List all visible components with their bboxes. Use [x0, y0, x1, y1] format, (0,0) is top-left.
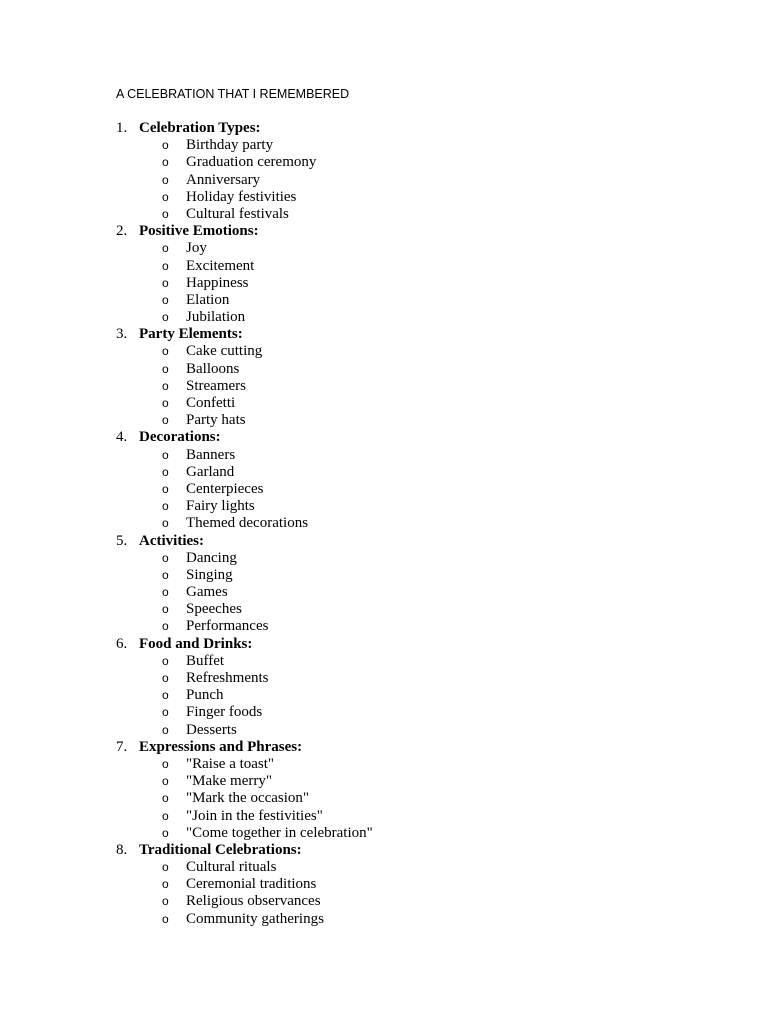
- hollow-bullet-icon: o: [162, 172, 169, 187]
- hollow-bullet-icon: o: [162, 361, 169, 376]
- list-item-text: Buffet: [186, 652, 225, 669]
- hollow-bullet-icon: o: [162, 585, 169, 600]
- hollow-bullet-icon: o: [162, 877, 169, 892]
- hollow-bullet-icon: o: [162, 671, 169, 685]
- hollow-bullet-icon: o: [162, 567, 169, 582]
- hollow-bullet-icon: o: [162, 275, 169, 290]
- hollow-bullet-icon: o: [162, 756, 169, 771]
- list-item-text: Refreshments: [186, 670, 269, 686]
- hollow-bullet-icon: o: [162, 825, 169, 840]
- hollow-bullet-icon: o: [162, 155, 169, 170]
- hollow-bullet-icon: o: [162, 722, 169, 737]
- list-item-text: Religious observances: [186, 893, 321, 910]
- list-item-text: Centerpieces: [186, 480, 264, 497]
- hollow-bullet-icon: o: [162, 602, 169, 617]
- hollow-bullet-icon: o: [162, 413, 169, 428]
- section-number: 7.: [116, 738, 128, 755]
- hollow-bullet-icon: o: [162, 292, 169, 307]
- list-item-text: Confetti: [186, 395, 236, 411]
- list-item-text: Punch: [186, 687, 224, 704]
- hollow-bullet-icon: o: [162, 550, 169, 565]
- hollow-bullet-icon: o: [162, 344, 169, 359]
- hollow-bullet-icon: o: [162, 705, 169, 720]
- section-heading: Traditional Celebrations:: [139, 841, 302, 858]
- section-number: 5.: [116, 532, 128, 549]
- list-item-text: Banners: [186, 446, 236, 463]
- list-item-text: Balloons: [186, 360, 240, 377]
- section-number: 3.: [116, 326, 128, 343]
- list-item-text: Community gatherings: [186, 910, 324, 927]
- hollow-bullet-icon: o: [162, 481, 169, 496]
- hollow-bullet-icon: o: [162, 774, 169, 789]
- hollow-bullet-icon: o: [162, 791, 169, 806]
- list-item-text: Singing: [186, 566, 233, 583]
- section-number: 6.: [116, 635, 128, 652]
- list-item-text: Speeches: [186, 601, 242, 618]
- list-item-text: Themed decorations: [186, 515, 309, 532]
- hollow-bullet-icon: o: [162, 206, 169, 221]
- list-item-text: "Come together in celebration": [186, 824, 373, 841]
- section-number: 4.: [116, 429, 128, 446]
- list-item-text: Happiness: [186, 274, 249, 291]
- list-item-text: Party hats: [186, 412, 246, 429]
- list-item-text: Cultural festivals: [186, 205, 289, 222]
- list-item-text: Streamers: [186, 377, 246, 394]
- hollow-bullet-icon: o: [162, 911, 169, 926]
- list-item-text: "Join in the festivities": [186, 807, 323, 824]
- hollow-bullet-icon: o: [162, 138, 169, 153]
- list-item-text: Joy: [186, 240, 207, 257]
- section-heading: Food and Drinks:: [139, 635, 253, 652]
- section-heading: Decorations:: [139, 429, 221, 446]
- list-item-text: Cake cutting: [186, 343, 263, 360]
- list-item-text: Games: [186, 584, 228, 601]
- list-item-text: Cultural rituals: [186, 859, 277, 876]
- list-item-text: Holiday festivities: [186, 188, 297, 205]
- list-item-text: Graduation ceremony: [186, 154, 317, 171]
- hollow-bullet-icon: o: [162, 378, 169, 393]
- section-number: 8.: [116, 841, 128, 858]
- list-item-text: Finger foods: [186, 704, 263, 721]
- hollow-bullet-icon: o: [162, 653, 169, 668]
- list-item-text: Elation: [186, 291, 230, 308]
- section-heading: Positive Emotions:: [139, 223, 259, 240]
- hollow-bullet-icon: o: [162, 894, 169, 909]
- list-item-text: Anniversary: [186, 171, 261, 188]
- section-number: 2.: [116, 223, 128, 240]
- list-item-text: "Mark the occasion": [186, 790, 310, 807]
- hollow-bullet-icon: o: [162, 258, 169, 273]
- list-item-text: "Raise a toast": [186, 755, 275, 772]
- hollow-bullet-icon: o: [162, 619, 169, 634]
- list-item-text: Garland: [186, 463, 235, 480]
- list-item-text: Jubilation: [186, 309, 246, 326]
- hollow-bullet-icon: o: [162, 516, 169, 531]
- hollow-bullet-icon: o: [162, 688, 169, 703]
- hollow-bullet-icon: o: [162, 396, 169, 410]
- list-item-text: Birthday party: [186, 137, 274, 154]
- list-item-text: Fairy lights: [186, 498, 255, 515]
- hollow-bullet-icon: o: [162, 464, 169, 479]
- list-item-text: Performances: [186, 618, 269, 635]
- section-number: 1.: [116, 120, 128, 136]
- hollow-bullet-icon: o: [162, 310, 169, 325]
- list-item-text: Excitement: [186, 257, 255, 274]
- hollow-bullet-icon: o: [162, 447, 169, 462]
- section-heading: Expressions and Phrases:: [139, 738, 303, 755]
- hollow-bullet-icon: o: [162, 189, 169, 204]
- list-item-text: "Make merry": [186, 773, 272, 790]
- section-heading: Activities:: [139, 532, 204, 549]
- list-item-text: Dancing: [186, 549, 237, 566]
- hollow-bullet-icon: o: [162, 241, 169, 256]
- list-item-text: Ceremonial traditions: [186, 876, 317, 893]
- hollow-bullet-icon: o: [162, 808, 169, 823]
- hollow-bullet-icon: o: [162, 860, 169, 875]
- section-heading: Party Elements:: [139, 326, 243, 343]
- list-item-text: Desserts: [186, 721, 237, 738]
- document-title: A CELEBRATION THAT I REMEMBERED: [116, 87, 350, 101]
- section-heading: Celebration Types:: [139, 120, 261, 136]
- hollow-bullet-icon: o: [162, 499, 169, 514]
